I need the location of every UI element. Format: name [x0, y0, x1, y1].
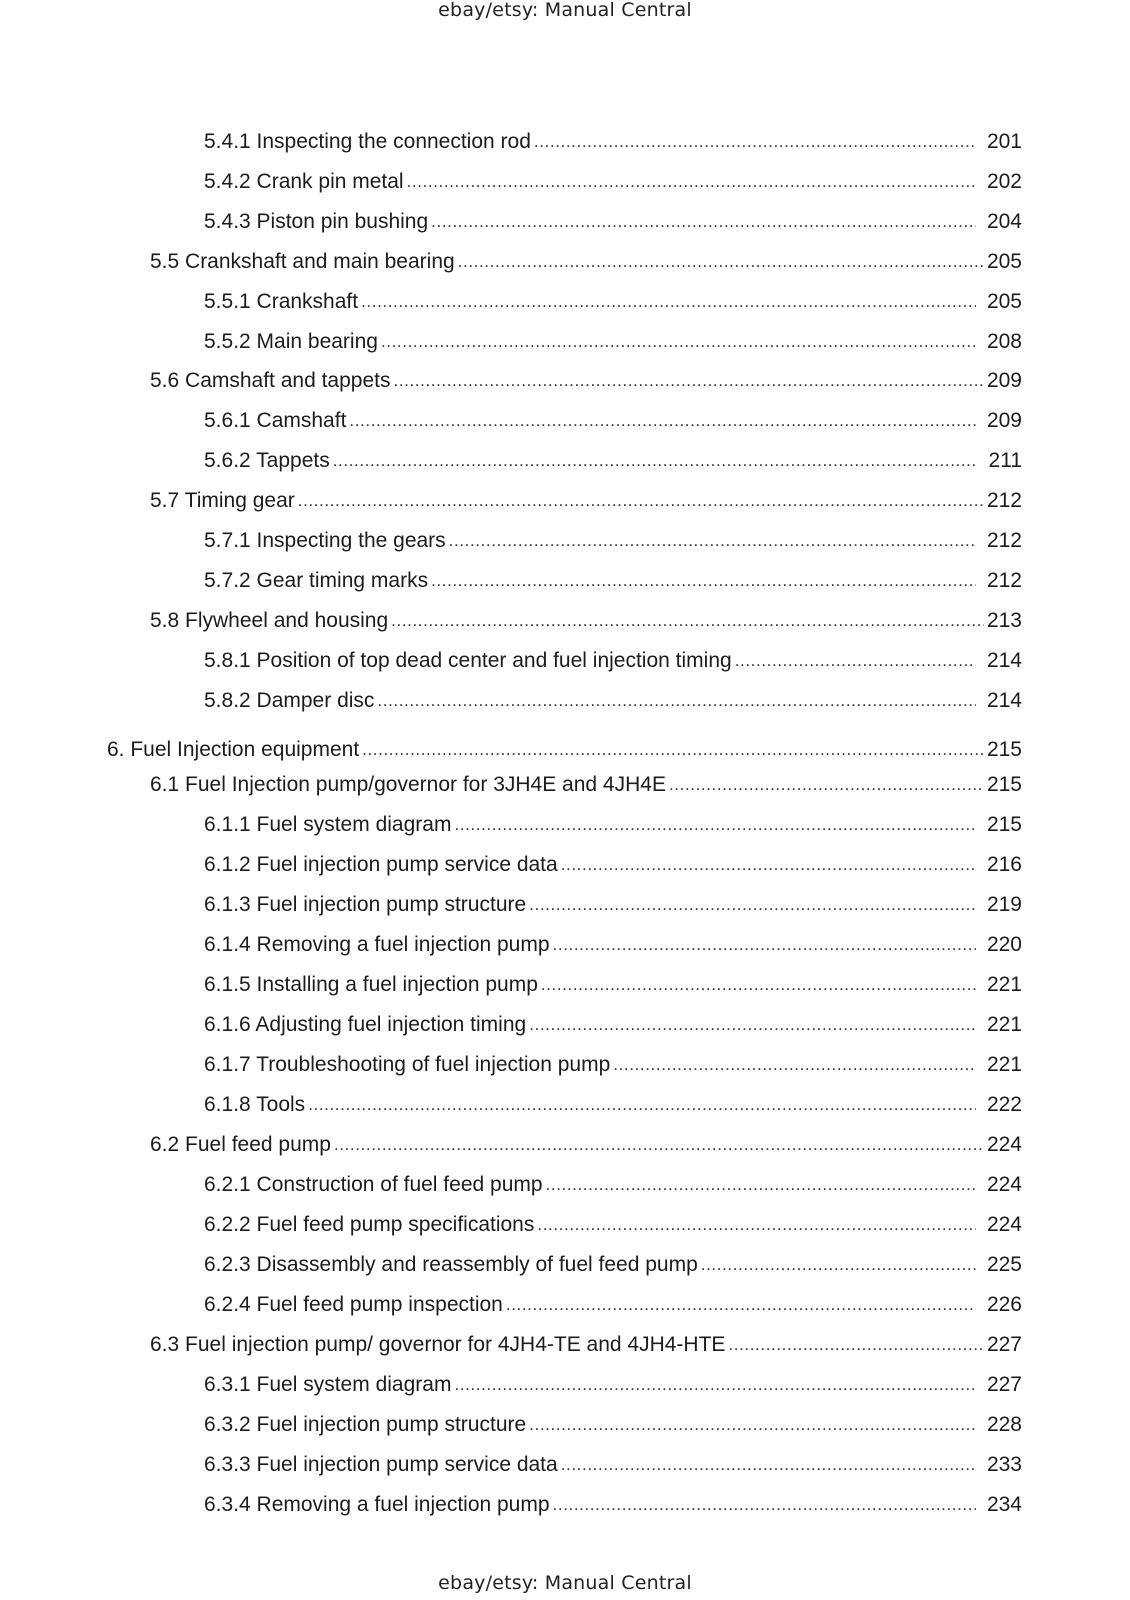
- toc-entry-title: 5.5 Crankshaft and main bearing: [150, 250, 455, 273]
- toc-entry-page-number: 221: [986, 1013, 1022, 1036]
- dot-leader: [534, 128, 976, 156]
- toc-entry-title: 6.3 Fuel injection pump/ governor for 4JH4-TE and 4JH4-HTE: [150, 1333, 726, 1356]
- toc-entry-page-number: 205: [986, 290, 1022, 313]
- dot-leader: [613, 1051, 976, 1079]
- toc-entry-title: 5.6 Camshaft and tappets: [150, 369, 391, 392]
- dot-leader: [361, 288, 976, 316]
- dot-leader: [381, 328, 976, 356]
- page-header: ebay/etsy: Manual Central: [438, 0, 692, 21]
- dot-leader: [541, 971, 976, 999]
- toc-entry-title: 6.2 Fuel feed pump: [150, 1133, 331, 1156]
- dot-leader: [728, 1331, 984, 1359]
- toc-entry[interactable]: [204, 128, 1022, 156]
- toc-entry[interactable]: [204, 288, 1022, 316]
- toc-entry[interactable]: [204, 851, 1022, 879]
- toc-entry-title: 6.1.4 Removing a fuel injection pump: [204, 933, 550, 956]
- toc-entry-page-number: 215: [986, 738, 1022, 761]
- toc-entry-title: 6.3.2 Fuel injection pump structure: [204, 1413, 527, 1436]
- toc-entry-title: 5.8.2 Damper disc: [204, 689, 375, 712]
- toc-entry-title: 6.1.6 Adjusting fuel injection timing: [204, 1013, 527, 1036]
- toc-entry-title: 6.3.1 Fuel system diagram: [204, 1373, 452, 1396]
- dot-leader: [349, 407, 976, 435]
- toc-entry-page-number: 222: [986, 1093, 1022, 1116]
- toc-entry-title: 5.7.1 Inspecting the gears: [204, 529, 446, 552]
- dot-leader: [308, 1091, 976, 1119]
- toc-entry-title: 5.7.2 Gear timing marks: [204, 569, 429, 592]
- toc-entry-page-number: 233: [986, 1453, 1022, 1476]
- dot-leader: [431, 567, 976, 595]
- toc-entry[interactable]: [204, 971, 1022, 999]
- toc-entry[interactable]: [150, 771, 1022, 799]
- toc-entry-page-number: 224: [986, 1133, 1022, 1156]
- dot-leader: [407, 168, 976, 196]
- dot-leader: [334, 1131, 984, 1159]
- dot-leader: [391, 607, 984, 635]
- toc-entry[interactable]: [204, 1411, 1022, 1439]
- toc-entry-page-number: 214: [986, 649, 1022, 672]
- toc-entry-title: 5.8 Flywheel and housing: [150, 609, 389, 632]
- toc-entry-page-number: 212: [986, 529, 1022, 552]
- dot-leader: [701, 1251, 976, 1279]
- toc-entry[interactable]: [204, 931, 1022, 959]
- dot-leader: [431, 208, 976, 236]
- dot-leader: [529, 1411, 976, 1439]
- dot-leader: [529, 1011, 976, 1039]
- toc-entry-page-number: 201: [986, 130, 1022, 153]
- dot-leader: [449, 527, 976, 555]
- toc-entry[interactable]: [204, 647, 1022, 675]
- toc-entry[interactable]: [204, 811, 1022, 839]
- toc-entry-page-number: 225: [986, 1253, 1022, 1276]
- toc-entry-title: 6.1.1 Fuel system diagram: [204, 813, 452, 836]
- dot-leader: [546, 1171, 976, 1199]
- page-footer: ebay/etsy: Manual Central: [438, 1572, 692, 1594]
- toc-entry-page-number: 219: [986, 893, 1022, 916]
- toc-entry[interactable]: [204, 567, 1022, 595]
- toc-entry[interactable]: [150, 487, 1022, 515]
- toc-entry-page-number: 215: [986, 773, 1022, 796]
- toc-entry-title: 5.5.1 Crankshaft: [204, 290, 359, 313]
- toc-entry[interactable]: [204, 1091, 1022, 1119]
- dot-leader: [669, 771, 984, 799]
- toc-entry-page-number: 224: [986, 1173, 1022, 1196]
- toc-entry[interactable]: [204, 208, 1022, 236]
- toc-entry[interactable]: [150, 607, 1022, 635]
- toc-entry-title: 6.1.5 Installing a fuel injection pump: [204, 973, 538, 996]
- toc-entry[interactable]: [204, 1291, 1022, 1319]
- toc-entry-page-number: 204: [986, 210, 1022, 233]
- toc-entry-title: 6.1.3 Fuel injection pump structure: [204, 893, 527, 916]
- toc-entry[interactable]: [150, 248, 1022, 276]
- toc-entry[interactable]: [150, 1331, 1022, 1359]
- dot-leader: [537, 1211, 976, 1239]
- toc-entry-page-number: 220: [986, 933, 1022, 956]
- toc-entry[interactable]: [204, 1211, 1022, 1239]
- dot-leader: [561, 1451, 976, 1479]
- toc-entry-title: 6.2.2 Fuel feed pump specifications: [204, 1213, 535, 1236]
- toc-entry[interactable]: [204, 168, 1022, 196]
- dot-leader: [529, 891, 976, 919]
- toc-entry[interactable]: [107, 736, 1022, 764]
- toc-entry-page-number: 213: [986, 609, 1022, 632]
- toc-entry-page-number: 212: [986, 489, 1022, 512]
- toc-entry-page-number: 227: [986, 1373, 1022, 1396]
- toc-entry[interactable]: [204, 447, 1022, 475]
- toc-entry-title: 5.5.2 Main bearing: [204, 330, 378, 353]
- toc-entry-page-number: 215: [986, 813, 1022, 836]
- toc-entry-title: 6.1.7 Troubleshooting of fuel injection pump: [204, 1053, 611, 1076]
- toc-entry-page-number: 228: [986, 1413, 1022, 1436]
- toc-entry-page-number: 224: [986, 1213, 1022, 1236]
- toc-entry-title: 6.1.2 Fuel injection pump service data: [204, 853, 558, 876]
- toc-entry-title: 6. Fuel Injection equipment: [107, 738, 360, 761]
- toc-entry[interactable]: [204, 1451, 1022, 1479]
- toc-entry-page-number: 209: [986, 409, 1022, 432]
- toc-entry-title: 5.7 Timing gear: [150, 489, 295, 512]
- dot-leader: [362, 736, 984, 764]
- toc-entry-title: 6.2.1 Construction of fuel feed pump: [204, 1173, 543, 1196]
- dot-leader: [561, 851, 976, 879]
- toc-entry[interactable]: [204, 407, 1022, 435]
- dot-leader: [735, 647, 976, 675]
- toc-entry-page-number: 209: [986, 369, 1022, 392]
- toc-entry-title: 5.4.1 Inspecting the connection rod: [204, 130, 531, 153]
- toc-entry-page-number: 226: [986, 1293, 1022, 1316]
- toc-entry-page-number: 205: [986, 250, 1022, 273]
- toc-entry[interactable]: [204, 891, 1022, 919]
- dot-leader: [454, 811, 976, 839]
- dot-leader: [394, 367, 985, 395]
- toc-entry-title: 6.3.3 Fuel injection pump service data: [204, 1453, 558, 1476]
- dot-leader: [333, 447, 976, 475]
- toc-entry[interactable]: [204, 1491, 1022, 1519]
- toc-entry[interactable]: [204, 527, 1022, 555]
- toc-entry-page-number: 221: [986, 1053, 1022, 1076]
- toc-entry[interactable]: [150, 1131, 1022, 1159]
- toc-entry-page-number: 211: [988, 449, 1022, 472]
- toc-entry[interactable]: [150, 367, 1022, 395]
- toc-entry-page-number: 214: [986, 689, 1022, 712]
- toc-entry[interactable]: [204, 328, 1022, 356]
- toc-entry[interactable]: [204, 687, 1022, 715]
- toc-entry-page-number: 216: [986, 853, 1022, 876]
- toc-entry-page-number: 234: [986, 1493, 1022, 1516]
- toc-entry[interactable]: [204, 1051, 1022, 1079]
- toc-entry[interactable]: [204, 1171, 1022, 1199]
- toc-entry-page-number: 202: [986, 170, 1022, 193]
- toc-entry-page-number: 208: [986, 330, 1022, 353]
- toc-entry[interactable]: [204, 1011, 1022, 1039]
- dot-leader: [553, 931, 976, 959]
- toc-entry-title: 6.1 Fuel Injection pump/governor for 3JH4E and 4JH4E: [150, 773, 666, 796]
- toc-entry-title: 5.4.2 Crank pin metal: [204, 170, 404, 193]
- dot-leader: [298, 487, 984, 515]
- dot-leader: [553, 1491, 976, 1519]
- toc-entry-page-number: 221: [986, 973, 1022, 996]
- toc-entry-title: 6.3.4 Removing a fuel injection pump: [204, 1493, 550, 1516]
- dot-leader: [506, 1291, 976, 1319]
- toc-entry-title: 5.6.1 Camshaft: [204, 409, 347, 432]
- toc-entry-title: 6.1.8 Tools: [204, 1093, 306, 1116]
- dot-leader: [458, 248, 984, 276]
- toc-entry-title: 5.6.2 Tappets: [204, 449, 330, 472]
- toc-entry-title: 6.2.4 Fuel feed pump inspection: [204, 1293, 503, 1316]
- dot-leader: [377, 687, 976, 715]
- toc-entry[interactable]: [204, 1371, 1022, 1399]
- toc-entry-page-number: 212: [986, 569, 1022, 592]
- toc-entry-title: 6.2.3 Disassembly and reassembly of fuel feed pump: [204, 1253, 698, 1276]
- toc-entry[interactable]: [204, 1251, 1022, 1279]
- toc-entry-page-number: 227: [986, 1333, 1022, 1356]
- toc-entry-title: 5.4.3 Piston pin bushing: [204, 210, 429, 233]
- toc-entry-title: 5.8.1 Position of top dead center and fuel injection timing: [204, 649, 732, 672]
- dot-leader: [454, 1371, 976, 1399]
